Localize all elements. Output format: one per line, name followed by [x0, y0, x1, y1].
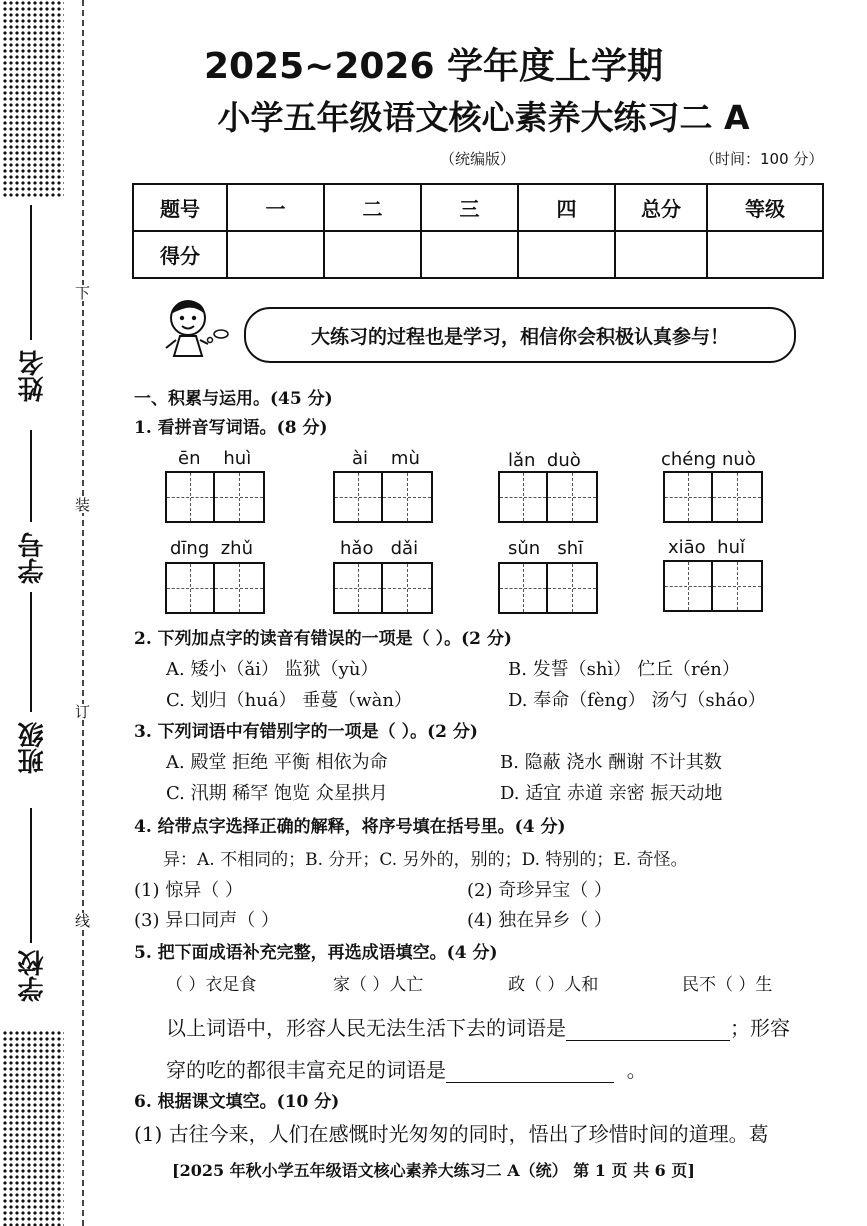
header-cell: 一	[227, 184, 324, 231]
q5-line-1-text: 以上词语中，形容人民无法生活下去的词语是	[166, 1016, 566, 1040]
q3-option-a: A. 殿堂 拒绝 平衡 相依为命	[166, 752, 388, 773]
answer-grid-6[interactable]	[333, 562, 433, 614]
q5-idiom-2: 家（ ）人亡	[333, 975, 424, 995]
pinyin-2: ài mù	[352, 448, 420, 469]
header-cell: 四	[518, 184, 615, 231]
cut-line	[82, 0, 84, 1226]
q2-option-a: A. 矮小（ǎi） 监狱（yù）	[166, 659, 379, 680]
cut-char-1: 下	[75, 284, 91, 302]
q3-title: 3. 下列词语中有错别字的一项是（ ）。(2 分)	[134, 722, 478, 742]
q5-answer-blank-1[interactable]	[566, 1018, 730, 1041]
header-cell: 题号	[133, 184, 227, 231]
q5-idiom-3: 政（ ）人和	[508, 975, 599, 995]
cut-char-3: 订	[75, 703, 91, 721]
number-label: 学号	[18, 532, 48, 584]
score-cell[interactable]	[227, 231, 324, 278]
school-label: 学校	[18, 950, 48, 1002]
score-cell[interactable]	[518, 231, 615, 278]
answer-grid-2[interactable]	[333, 471, 433, 523]
q4-item-4: (4) 独在异乡（ ）	[467, 910, 612, 931]
answer-grid-5[interactable]	[165, 562, 265, 614]
cut-char-2: 装	[75, 496, 91, 514]
pinyin-7: sǔn shī	[508, 538, 584, 559]
q5-line-1-end: ；形容	[730, 1016, 790, 1040]
q4-item-1: (1) 惊异（ ）	[134, 880, 243, 901]
q4-meaning: 异：A. 不相同的；B. 分开；C. 另外的，别的；D. 特别的；E. 奇怪。	[163, 850, 688, 870]
score-cell[interactable]	[421, 231, 518, 278]
pinyin-5: dīng zhǔ	[170, 538, 253, 559]
q3-option-b: B. 隐蔽 浇水 酬谢 不计其数	[500, 752, 722, 773]
q5-line-2-text: 穿的吃的都很丰富充足的词语是	[166, 1058, 446, 1082]
score-cell[interactable]	[615, 231, 707, 278]
cartoon-boy-icon	[158, 296, 240, 362]
q5-title: 5. 把下面成语补充完整，再选成语填空。(4 分)	[134, 943, 498, 963]
encouragement-bubble: 大练习的过程也是学习，相信你会积极认真参与！	[244, 307, 796, 363]
q2-title: 2. 下列加点字的读音有错误的一项是（ ）。(2 分)	[134, 629, 512, 649]
q5-answer-blank-2[interactable]	[446, 1060, 614, 1083]
q5-line-2	[166, 1054, 647, 1083]
q4-item-2: (2) 奇珍异宝（ ）	[467, 880, 612, 901]
answer-grid-8[interactable]	[663, 560, 763, 612]
section-1-heading: 一、积累与运用。(45 分)	[134, 389, 333, 409]
answer-grid-4[interactable]	[663, 471, 763, 523]
header-cell: 二	[324, 184, 421, 231]
q5-idiom-1: （ ）衣足食	[166, 975, 257, 995]
edition-label: （统编版）	[440, 150, 516, 168]
name-label: 姓名	[18, 350, 48, 402]
pinyin-6: hǎo dǎi	[340, 538, 419, 559]
school-line	[30, 808, 32, 943]
q5-line-2-end: 。	[626, 1058, 647, 1082]
page-footer: [2025 年秋小学五年级语文核心素养大练习二 A（统） 第 1 页 共 6 页]	[172, 1161, 695, 1180]
page-title: 2025~2026 学年度上学期	[203, 46, 664, 87]
pinyin-8: xiāo huǐ	[668, 537, 745, 558]
number-line	[30, 430, 32, 522]
q2-option-c: C. 划归（huá） 垂蔓（wàn）	[166, 690, 412, 711]
bottom-dot-pattern	[2, 1030, 64, 1226]
q2-option-d: D. 奉命（fèng） 汤勺（sháo）	[508, 690, 766, 711]
answer-grid-7[interactable]	[498, 562, 598, 614]
page-subtitle: 小学五年级语文核心素养大练习二 A	[217, 98, 750, 137]
table-row	[133, 231, 823, 278]
q3-option-c: C. 汛期 稀罕 饱览 众星拱月	[166, 783, 388, 804]
top-dot-pattern	[2, 0, 64, 198]
time-label: （时间：100 分）	[700, 150, 824, 168]
cut-char-4: 线	[75, 912, 91, 930]
header-cell: 三	[421, 184, 518, 231]
score-cell[interactable]	[707, 231, 823, 278]
q6-title: 6. 根据课文填空。(10 分)	[134, 1092, 340, 1112]
answer-grid-1[interactable]	[165, 471, 265, 523]
q2-option-b: B. 发誓（shì） 伫丘（rén）	[508, 659, 740, 680]
q5-line-1	[166, 1012, 790, 1041]
q5-idiom-4: 民不（ ）生	[682, 975, 773, 995]
q4-title: 4. 给带点字选择正确的解释，将序号填在括号里。(4 分)	[134, 817, 566, 837]
q3-option-d: D. 适宜 赤道 亲密 振天动地	[500, 783, 723, 804]
table-row	[133, 184, 823, 231]
q1-title: 1. 看拼音写词语。(8 分)	[134, 418, 328, 438]
header-cell: 总分	[615, 184, 707, 231]
header-cell: 等级	[707, 184, 823, 231]
name-line	[30, 205, 32, 340]
pinyin-3: lǎn duò	[508, 450, 581, 471]
score-table	[132, 183, 824, 279]
score-label-cell: 得分	[133, 231, 227, 278]
answer-grid-3[interactable]	[498, 471, 598, 523]
score-cell[interactable]	[324, 231, 421, 278]
pinyin-4: chéng nuò	[661, 449, 756, 470]
class-label: 班级	[18, 722, 48, 774]
class-line	[30, 592, 32, 712]
q4-item-3: (3) 异口同声（ ）	[134, 910, 279, 931]
pinyin-1: ēn huì	[178, 448, 252, 469]
q6-line-1: (1) 古往今来，人们在感慨时光匆匆的同时，悟出了珍惜时间的道理。葛	[134, 1122, 769, 1146]
